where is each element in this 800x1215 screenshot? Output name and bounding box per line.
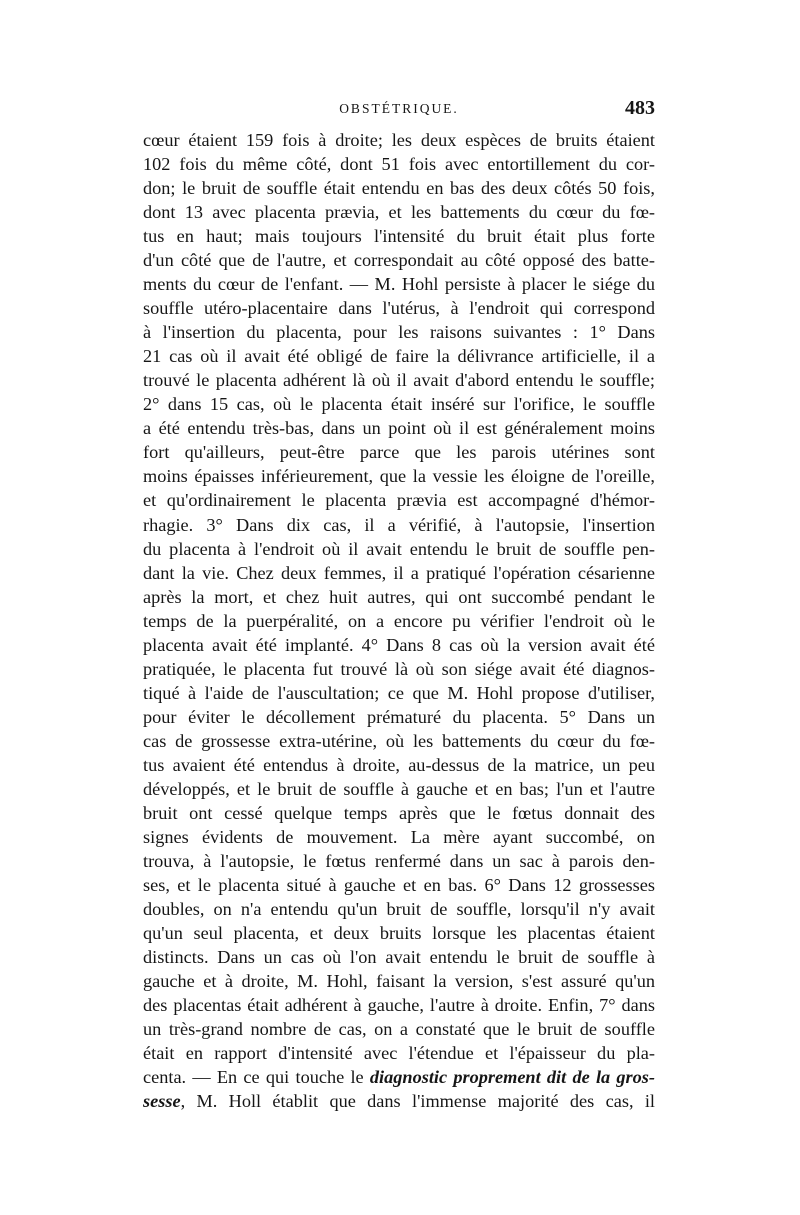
text-line: trouvé le placenta adhérent là où il avait d'abord entendu le souffle; [143, 370, 655, 391]
text-line: a été entendu très-bas, dans un point où il est généralement moins [143, 418, 655, 439]
page-number: 483 [625, 97, 655, 119]
text-line: fort qu'ailleurs, peut-être parce que les parois utérines sont [143, 442, 655, 463]
text-line: cas de grossesse extra-utérine, où les battements du cœur du fœ- [143, 730, 655, 751]
text-line-rest: , M. Holl établit que dans l'immense majorité des cas, il [180, 1091, 655, 1112]
emphasized-phrase: diagnostic proprement dit de la gros- [369, 1067, 655, 1088]
text-line: souffle utéro-placentaire dans l'utérus, à l'endroit qui correspond [143, 298, 655, 319]
text-line: distincts. Dans un cas où l'on avait entendu le bruit de souffle à [143, 947, 655, 968]
text-line: dont 13 avec placenta prævia, et les battements du cœur du fœ- [143, 202, 655, 223]
text-line-with-emphasis [143, 1065, 655, 1089]
text-line-start: centa. — En ce qui touche le [143, 1067, 364, 1088]
text-line: du placenta à l'endroit où il avait entendu le bruit de souffle pen- [143, 538, 655, 559]
text-line: après la mort, et chez huit autres, qui ont succombé pendant le [143, 586, 655, 607]
text-line: rhagie. 3° Dans dix cas, il a vérifié, à l'autopsie, l'insertion [143, 514, 655, 535]
text-line: doubles, on n'a entendu qu'un bruit de souffle, lorsqu'il n'y avait [143, 899, 655, 919]
text-line: des placentas était adhérent à gauche, l'autre à droite. Enfin, 7° dans [143, 995, 655, 1016]
text-line: signes évidents de mouvement. La mère ayant succombé, on [143, 826, 655, 847]
text-line: cœur étaient 159 fois à droite; les deux espèces de bruits étaient [143, 130, 655, 150]
text-line: à l'insertion du placenta, pour les raisons suivantes : 1° Dans [143, 322, 655, 343]
text-line: gauche et à droite, M. Hohl, faisant la version, s'est assuré qu'un [143, 971, 655, 992]
text-line: placenta avait été implanté. 4° Dans 8 cas où la version avait été [143, 634, 655, 655]
text-line: développés, et le bruit de souffle à gauche et en bas; l'un et l'autre [143, 778, 655, 799]
text-line: pratiquée, le placenta fut trouvé là où son siége avait été diagnos- [143, 658, 655, 679]
text-line: 102 fois du même côté, dont 51 fois avec entortillement du cor- [143, 154, 655, 175]
text-line: dant la vie. Chez deux femmes, il a pratiqué l'opération césarienne [143, 562, 655, 583]
text-line: était en rapport d'intensité avec l'étendue et l'épaisseur du pla- [143, 1043, 655, 1064]
running-head [143, 97, 655, 127]
text-line: moins épaisses inférieurement, que la vessie les éloigne de l'oreille, [143, 466, 655, 487]
body-text [143, 128, 655, 1113]
text-line: qu'un seul placenta, et deux bruits lorsque les placentas étaient [143, 923, 655, 944]
emphasized-phrase-end: sesse [143, 1091, 181, 1112]
text-line: et qu'ordinairement le placenta prævia est accompagné d'hémor- [143, 490, 655, 511]
text-line: don; le bruit de souffle était entendu en bas des deux côtés 50 fois, [143, 178, 655, 199]
text-line: un très-grand nombre de cas, on a constaté que le bruit de souffle [143, 1019, 655, 1040]
text-line-with-emphasis [143, 1089, 655, 1113]
text-line: tiqué à l'aide de l'auscultation; ce que M. Hohl propose d'utiliser, [143, 682, 655, 703]
text-line: 2° dans 15 cas, où le placenta était inséré sur l'orifice, le souffle [143, 394, 655, 415]
text-line: bruit ont cessé quelque temps après que le fœtus donnait des [143, 802, 655, 823]
text-line: tus avaient été entendus à droite, au-dessus de la matrice, un peu [143, 754, 655, 775]
text-line: pour éviter le décollement prématuré du placenta. 5° Dans un [143, 706, 655, 727]
text-line: ses, et le placenta situé à gauche et en bas. 6° Dans 12 grossesses [143, 874, 655, 895]
text-line: temps de la puerpéralité, on a encore pu vérifier l'endroit où le [143, 610, 655, 631]
text-line: d'un côté que de l'autre, et correspondait au côté opposé des batte- [143, 250, 655, 271]
text-line: tus en haut; mais toujours l'intensité du bruit était plus forte [143, 226, 655, 247]
text-line: 21 cas où il avait été obligé de faire la délivrance artificielle, il a [143, 346, 655, 367]
text-line: trouva, à l'autopsie, le fœtus renfermé dans un sac à parois den- [143, 850, 655, 871]
text-line: ments du cœur de l'enfant. — M. Hohl persiste à placer le siége du [143, 274, 655, 295]
running-title: OBSTÉTRIQUE. [339, 101, 459, 116]
